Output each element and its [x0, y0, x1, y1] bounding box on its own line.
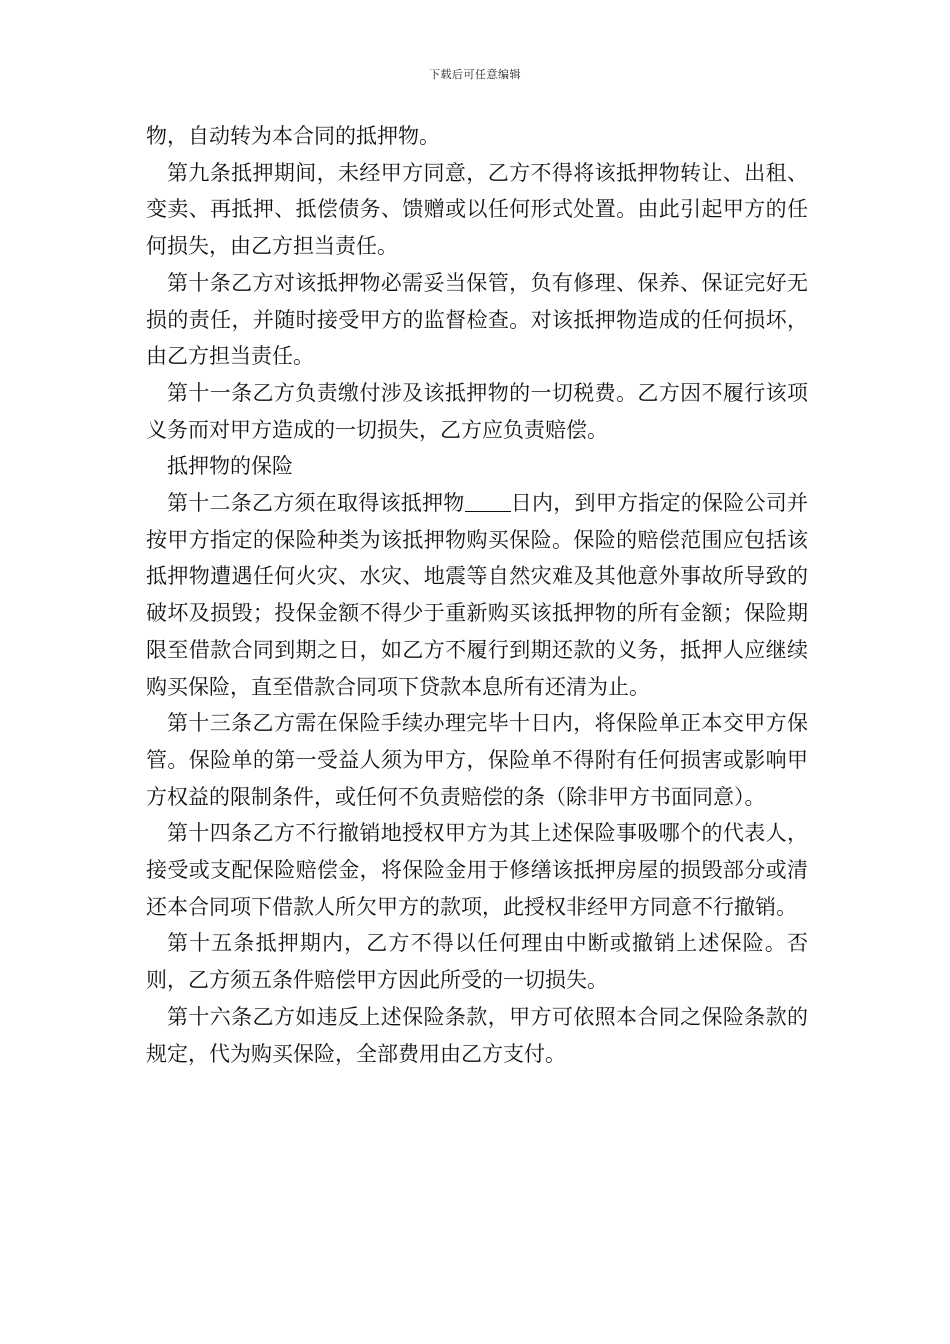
paragraph-continuation: 物，自动转为本合同的抵押物。: [146, 124, 440, 148]
paragraph-article-9: 第九条抵押期间，未经甲方同意，乙方不得将该抵押物转让、出租、变卖、再抵押、抵偿债务、馈赠或以任何形式处置。由此引起甲方的任何损失，由乙方担当责任。: [146, 160, 808, 259]
section-heading-insurance: 抵押物的保险: [167, 454, 293, 479]
fill-in-blank-days: [465, 491, 511, 512]
article-12-text-before: 第十二条乙方须在取得该抵押物: [167, 491, 465, 516]
paragraph-article-16: 第十六条乙方如违反上述保险条款，甲方可依照本合同之保险条款的规定，代为购买保险，全部费用由乙方支付。: [146, 1004, 808, 1066]
paragraph-article-13: 第十三条乙方需在保险手续办理完毕十日内，将保险单正本交甲方保管。保险单的第一受益人须为甲方，保险单不得附有任何损害或影响甲方权益的限制条件，或任何不负责赔偿的条（除非甲方书面同意）。: [146, 711, 808, 809]
page-header: 下载后可任意编辑: [429, 68, 521, 81]
paragraph-article-15: 第十五条抵押期内，乙方不得以任何理由中断或撤销上述保险。否则，乙方须五条件赔偿甲方因此所受的一切损失。: [146, 931, 808, 993]
paragraph-article-12: [146, 485, 808, 705]
paragraph-article-14: 第十四条乙方不行撤销地授权甲方为其上述保险事吸哪个的代表人，接受或支配保险赔偿金，将保险金用于修缮该抵押房屋的损毁部分或清还本合同项下借款人所欠甲方的款项，此授权非经甲方同意不行撤销。: [146, 821, 808, 919]
paragraph-article-10: 第十条乙方对该抵押物必需妥当保管，负有修理、保养、保证完好无损的责任，并随时接受甲方的监督检查。对该抵押物造成的任何损坏，由乙方担当责任。: [146, 270, 808, 369]
paragraph-article-11: 第十一条乙方负责缴付涉及该抵押物的一切税费。乙方因不履行该项义务而对甲方造成的一切损失，乙方应负责赔偿。: [146, 380, 808, 442]
article-12-text-after: 日内，到甲方指定的保险公司并按甲方指定的保险种类为该抵押物购买保险。保险的赔偿范围应包括该抵押物遭遇任何火灾、水灾、地震等自然灾难及其他意外事故所导致的破坏及损毁；投保金额不得少于重新购买该抵押物的所有金额；保险期限至借款合同到期之日，如乙方不履行到期还款的义务，抵押人应继续购买保险，直至借款合同项下贷款本息所有还清为止。: [146, 491, 808, 699]
document-body: [146, 118, 808, 1072]
